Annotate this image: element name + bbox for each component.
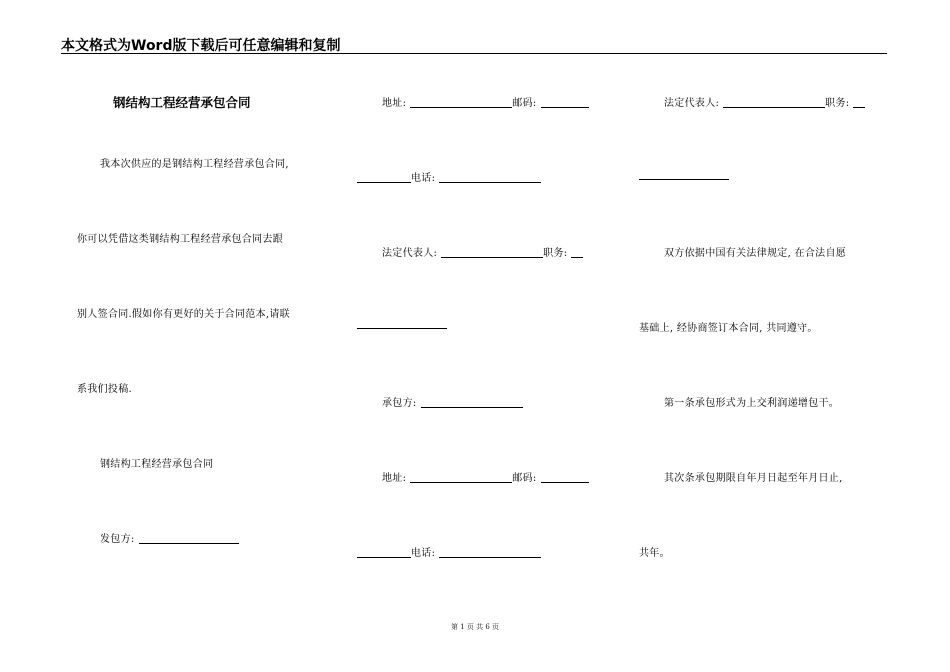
intro-line-3: 别人签合同.假如你有更好的关于合同范本,请联	[77, 309, 290, 320]
postcode-blank[interactable]	[541, 107, 589, 108]
position-blank-b[interactable]	[853, 107, 865, 108]
address-line-2	[382, 469, 589, 484]
party-a-blank[interactable]	[139, 543, 239, 544]
legal-rep-continuation-blank[interactable]	[357, 328, 447, 329]
address-label-2: 地址:	[382, 473, 407, 484]
phone-label: 电话:	[411, 173, 436, 184]
address-blank[interactable]	[410, 107, 512, 108]
legal-rep-line-b	[664, 94, 865, 109]
clause-2-line-1: 其次条承包期限自年月日起至年月日止,	[664, 473, 843, 484]
postcode-label: 邮码:	[512, 98, 537, 109]
header-title: 本文格式为Word版下载后可任意编辑和复制	[61, 38, 341, 54]
position-label: 职务:	[543, 248, 568, 259]
contractor-line	[382, 394, 523, 409]
phone-blank-2[interactable]	[439, 557, 541, 558]
phone-line-2	[357, 544, 541, 559]
legal-rep-blank-b[interactable]	[723, 107, 825, 108]
clause-intro-line-2: 基础上, 经协商签订本合同, 共同遵守。	[639, 323, 818, 334]
contract-subtitle: 钢结构工程经营承包合同	[100, 459, 214, 470]
intro-line-1: 我本次供应的是钢结构工程经营承包合同,	[100, 159, 289, 170]
document-title: 钢结构工程经营承包合同	[113, 95, 251, 110]
contractor-label: 承包方:	[382, 398, 417, 409]
legal-rep-label-b: 法定代表人:	[664, 98, 720, 109]
header-rule	[61, 53, 887, 54]
intro-line-2: 你可以凭借这类钢结构工程经营承包合同去跟	[77, 234, 283, 245]
party-a-label: 发包方:	[100, 534, 135, 545]
legal-rep-line	[382, 244, 583, 259]
legal-rep-continuation-blank-b[interactable]	[639, 179, 729, 180]
phone-blank[interactable]	[439, 182, 541, 183]
position-label-b: 职务:	[825, 98, 850, 109]
address-blank-2[interactable]	[410, 482, 512, 483]
postcode-blank-2[interactable]	[541, 482, 589, 483]
phone-prefix-blank[interactable]	[357, 182, 411, 183]
address-label: 地址:	[382, 98, 407, 109]
phone-prefix-blank-2[interactable]	[357, 557, 411, 558]
intro-line-4: 系我们投稿.	[77, 384, 132, 395]
party-a-line	[100, 530, 239, 545]
clause-intro-line-1: 双方依据中国有关法律规定, 在合法自愿	[664, 248, 847, 259]
page-footer: 第 1 页 共 6 页	[450, 623, 500, 631]
clause-1: 第一条承包形式为上交利润递增包干。	[664, 398, 840, 409]
postcode-label-2: 邮码:	[512, 473, 537, 484]
legal-rep-blank[interactable]	[441, 257, 543, 258]
legal-rep-label: 法定代表人:	[382, 248, 438, 259]
phone-line	[357, 169, 541, 184]
position-blank[interactable]	[571, 257, 583, 258]
phone-label-2: 电话:	[411, 548, 436, 559]
address-line	[382, 94, 589, 109]
clause-2-line-2: 共年。	[639, 548, 670, 559]
contractor-blank[interactable]	[421, 407, 523, 408]
